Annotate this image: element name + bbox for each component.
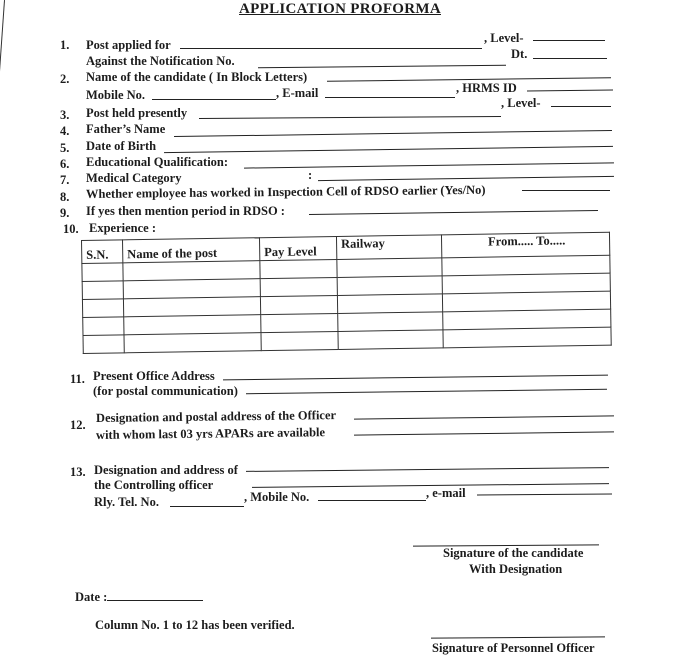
email-label-2: , e-mail: [426, 486, 466, 500]
dob-label: Date of Birth: [86, 139, 157, 153]
col-header-sn: S.N.: [82, 240, 123, 264]
item-number: 5.: [60, 141, 70, 155]
controlling-officer-label-1: Designation and address of: [94, 463, 238, 477]
inspection-cell-label: Whether employee has worked in Inspection Cell of RDSO earlier (Yes/No): [85, 182, 486, 201]
fathers-name-label: Father’s Name: [86, 122, 166, 136]
post-applied-label: Post applied for: [86, 38, 171, 52]
dob-field[interactable]: [164, 146, 613, 153]
notification-label: Against the Notification No.: [86, 54, 235, 68]
item-number: 6.: [60, 157, 70, 171]
email-label: , E-mail: [276, 86, 319, 100]
hrms-id-label: , HRMS ID: [456, 81, 517, 95]
notification-date-label: Dt.: [511, 47, 528, 61]
date-label: Date :: [75, 590, 108, 604]
hrms-id-field[interactable]: [527, 90, 613, 92]
medical-category-label: Medical Category: [86, 171, 182, 185]
item-number: 7.: [60, 173, 70, 187]
level-label-2: , Level-: [501, 96, 541, 110]
apar-officer-field-1[interactable]: [354, 415, 614, 419]
item-number: 11.: [70, 372, 85, 386]
table-cell[interactable]: [123, 261, 260, 281]
col-header-post: Name of the post: [123, 238, 260, 263]
table-cell[interactable]: [337, 258, 442, 278]
table-cell[interactable]: [261, 313, 338, 332]
table-cell[interactable]: [260, 259, 337, 278]
mobile-label: Mobile No.: [86, 88, 146, 102]
candidate-name-label: Name of the candidate ( In Block Letters): [86, 70, 308, 84]
table-cell[interactable]: [123, 279, 260, 299]
rly-tel-field[interactable]: [170, 506, 244, 507]
experience-table: [81, 232, 612, 354]
item-number: 3.: [60, 108, 70, 122]
period-label: If yes then mention period in RDSO :: [86, 204, 285, 218]
medical-category-field[interactable]: [318, 176, 614, 181]
level-field[interactable]: [533, 40, 605, 41]
office-address-field-2[interactable]: [246, 389, 607, 394]
margin-mark: [0, 0, 5, 130]
post-held-label: Post held presently: [86, 106, 188, 120]
verification-statement: Column No. 1 to 12 has been verified.: [95, 618, 295, 632]
fathers-name-field[interactable]: [174, 130, 612, 137]
table-cell[interactable]: [260, 295, 337, 314]
candidate-signature-label: Signature of the candidate: [443, 546, 584, 560]
table-cell[interactable]: [82, 299, 123, 318]
item-number: 10.: [63, 222, 79, 236]
table-cell[interactable]: [338, 312, 443, 332]
period-field[interactable]: [309, 210, 598, 215]
table-cell[interactable]: [337, 294, 442, 314]
candidate-designation-label: With Designation: [469, 562, 563, 576]
table-cell[interactable]: [443, 327, 611, 348]
office-address-sublabel: (for postal communication): [93, 384, 238, 398]
table-cell[interactable]: [337, 276, 442, 296]
item-number: 4.: [60, 124, 70, 138]
apar-officer-field-2[interactable]: [354, 431, 614, 435]
table-cell[interactable]: [123, 297, 260, 317]
item-number: 1.: [60, 38, 70, 52]
email-field[interactable]: [325, 97, 455, 98]
notification-date-field[interactable]: [533, 58, 607, 59]
item-number: 9.: [60, 206, 70, 220]
table-cell[interactable]: [82, 281, 123, 300]
table-cell[interactable]: [261, 331, 338, 350]
apar-officer-label-1: Designation and postal address of the Officer: [95, 408, 337, 425]
level-label: , Level-: [484, 31, 524, 45]
controlling-officer-label-2: the Controlling officer: [94, 478, 214, 492]
apar-officer-label-2: with whom last 03 yrs APARs are available: [95, 425, 326, 442]
education-label: Educational Qualification:: [86, 155, 229, 169]
personnel-signature-label: Signature of Personnel Officer: [432, 641, 595, 655]
item-number: 13.: [70, 465, 86, 479]
mobile-field[interactable]: [152, 99, 276, 100]
rly-tel-label: Rly. Tel. No.: [94, 495, 159, 509]
controlling-officer-field-1[interactable]: [246, 467, 609, 472]
mobile-label-2: , Mobile No.: [244, 490, 310, 504]
item-number: 8.: [60, 190, 70, 204]
col-header-from-to: From..... To.....: [441, 232, 609, 258]
email-field-2[interactable]: [477, 494, 612, 496]
date-field[interactable]: [107, 600, 203, 601]
education-field[interactable]: [244, 162, 614, 168]
inspection-cell-field[interactable]: [522, 190, 610, 191]
personnel-signature-line[interactable]: [431, 636, 605, 638]
medical-colon: :: [308, 168, 313, 182]
table-cell[interactable]: [83, 335, 124, 354]
mobile-field-2[interactable]: [318, 500, 426, 501]
experience-label: Experience :: [89, 221, 156, 235]
post-applied-field[interactable]: [180, 48, 482, 49]
office-address-label: Present Office Address: [93, 369, 215, 383]
table-cell[interactable]: [82, 263, 123, 282]
form-title: APPLICATION PROFORMA: [239, 1, 441, 17]
level-field-2[interactable]: [551, 106, 611, 107]
table-cell[interactable]: [260, 277, 337, 296]
notification-field[interactable]: [258, 65, 506, 69]
office-address-field-1[interactable]: [223, 375, 608, 381]
post-held-field[interactable]: [199, 116, 501, 119]
table-cell[interactable]: [124, 315, 261, 335]
col-header-pay-level: Pay Level: [259, 236, 336, 260]
item-number: 12.: [70, 418, 86, 432]
table-cell[interactable]: [338, 330, 443, 350]
table-cell[interactable]: [124, 333, 261, 353]
item-number: 2.: [60, 72, 70, 86]
table-cell[interactable]: [83, 317, 124, 336]
col-header-railway: Railway: [336, 235, 441, 260]
